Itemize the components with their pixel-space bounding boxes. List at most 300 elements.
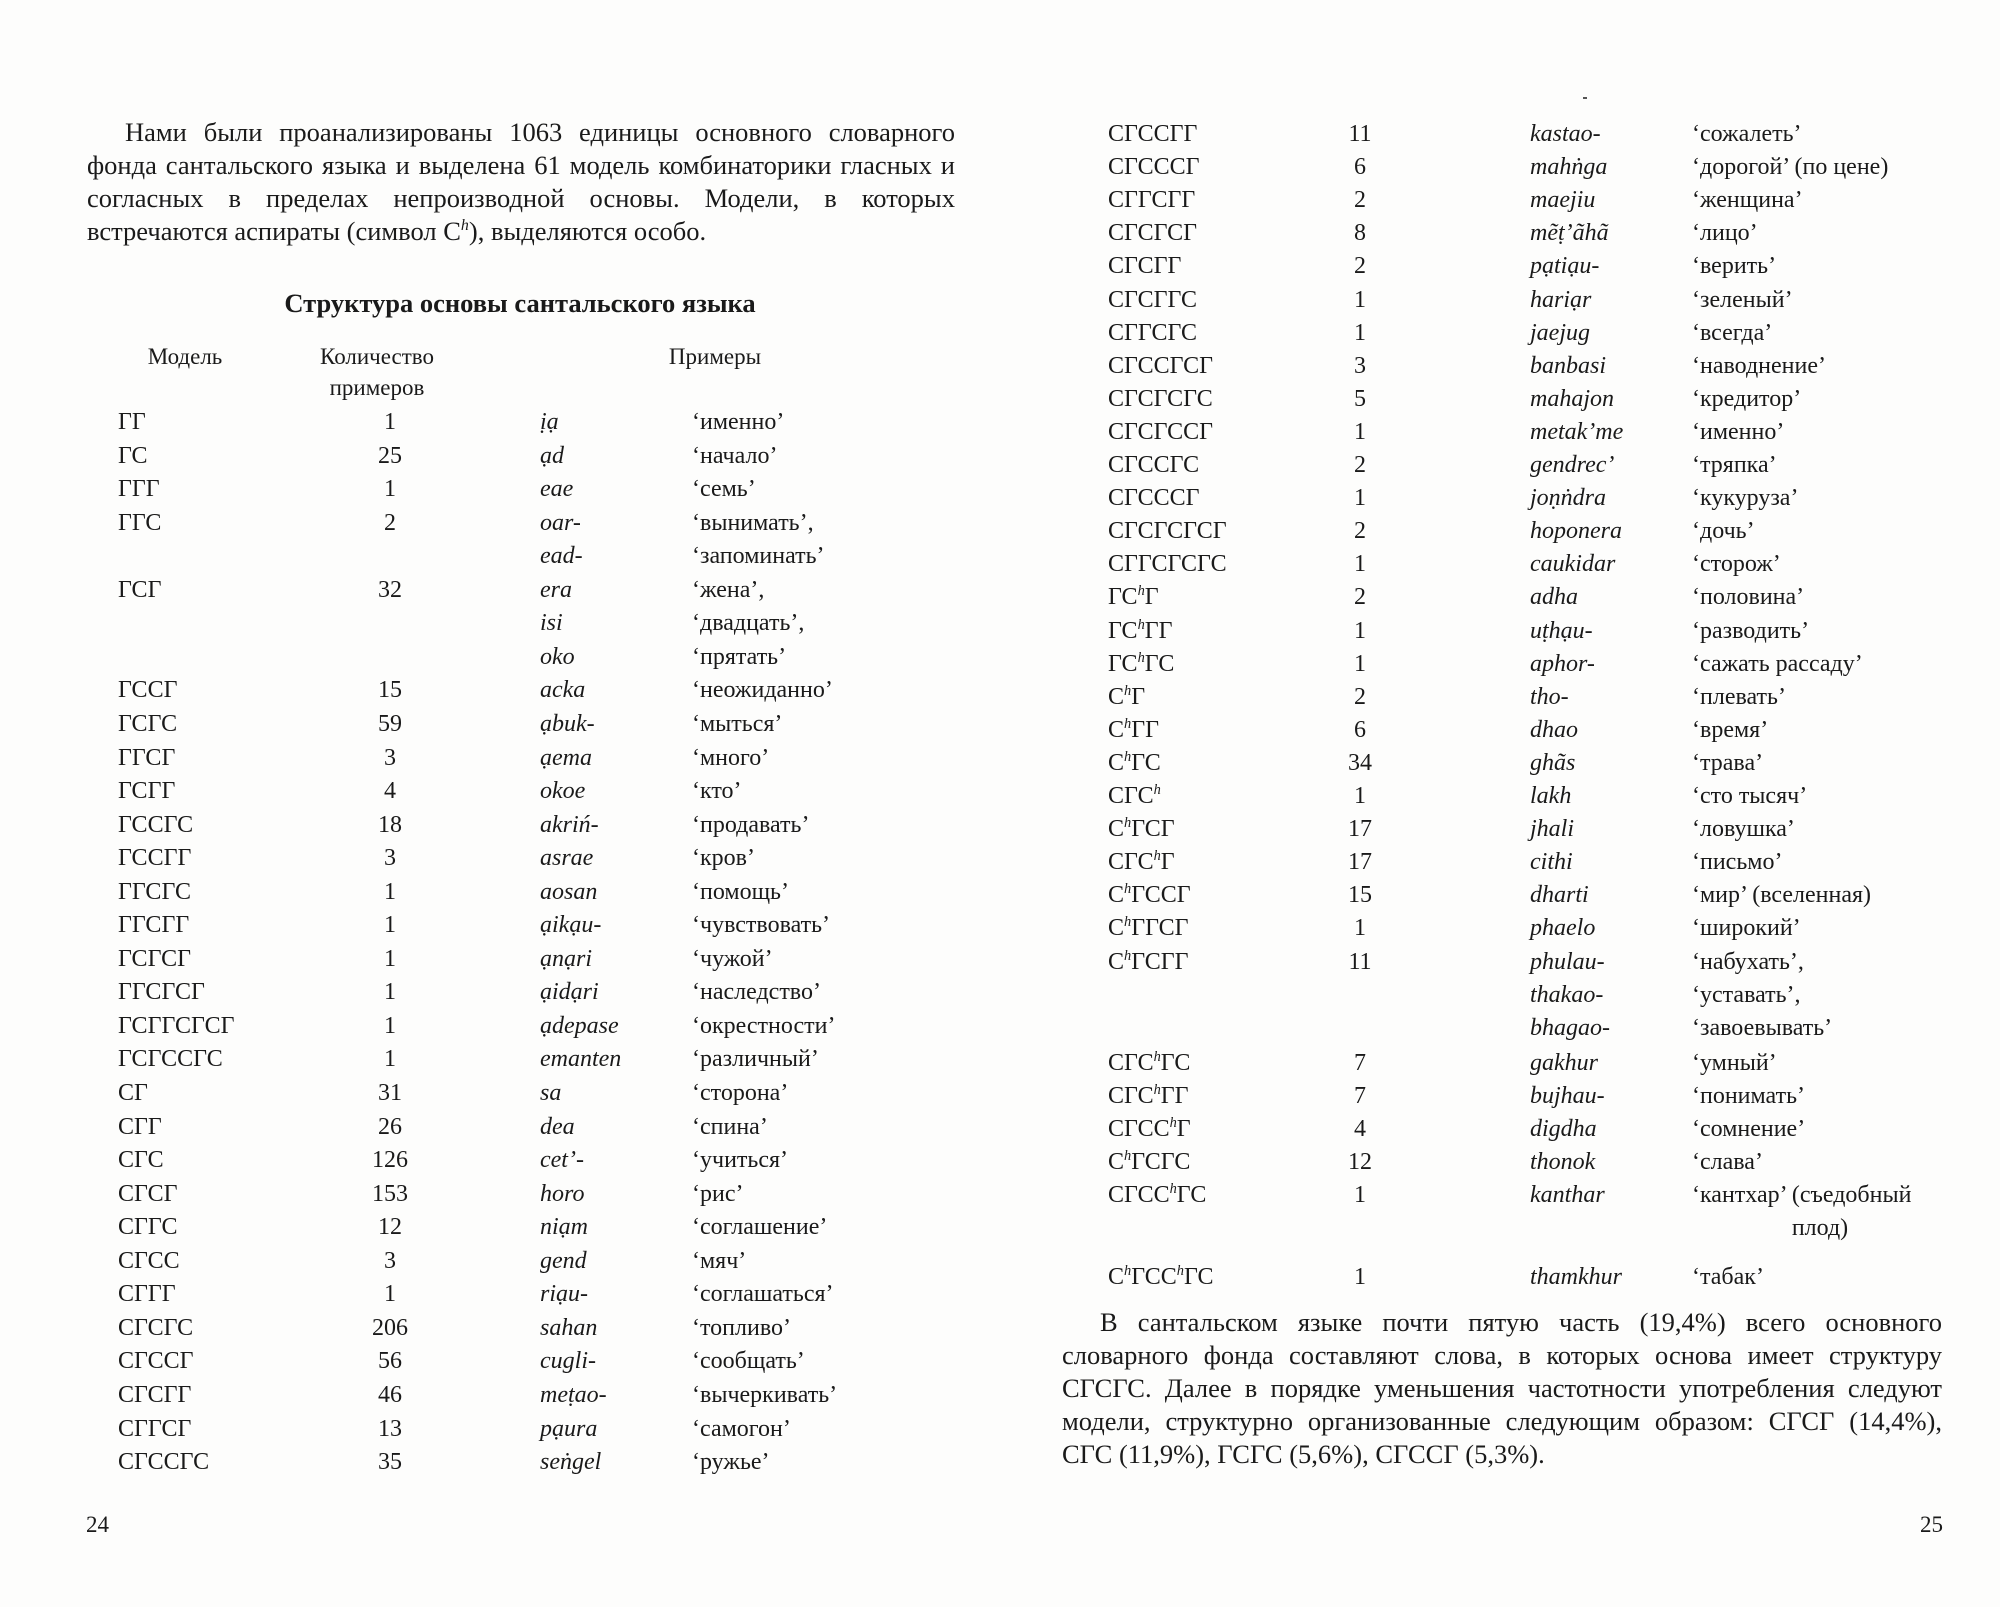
table-row (0, 1379, 1000, 1412)
example-cell: phulau- (1530, 948, 1605, 975)
count-cell: 8 (1354, 220, 1366, 247)
table-row (1000, 1012, 2000, 1045)
count-cell: 17 (1348, 816, 1372, 843)
table-row (1000, 548, 2000, 581)
model-cell (1108, 648, 1174, 681)
model-cell: ГСГСГ (118, 945, 192, 972)
example-cell: okoe (540, 778, 586, 805)
model-part: С (1108, 1149, 1125, 1176)
model-cell (1108, 1146, 1190, 1179)
table-row (0, 1178, 1000, 1211)
translation-cell: ‘чужой’ (692, 945, 773, 972)
translation-cell: ‘умный’ (1692, 1049, 1777, 1076)
print-speck (1583, 97, 1587, 99)
translation-cell: ‘много’ (692, 744, 770, 771)
example-cell: cithi (1530, 849, 1573, 876)
aspirate-mark: h (1169, 1115, 1177, 1131)
count-cell: 3 (384, 845, 396, 872)
model-part: СГГСГС (1108, 319, 1198, 346)
model-part: ГС (1144, 650, 1175, 677)
table-row (1000, 879, 2000, 912)
model-cell: СГСГГ (118, 1381, 192, 1408)
translation-cell: ‘прятать’ (692, 643, 787, 670)
count-cell: 2 (1354, 187, 1366, 214)
translation-cell: ‘наводнение’ (1692, 352, 1827, 379)
model-cell (1108, 217, 1197, 250)
table-row (1000, 1080, 2000, 1113)
count-cell: 1 (1354, 319, 1366, 346)
translation-cell: ‘всегда’ (1692, 319, 1773, 346)
translation-cell: ‘вынимать’, (692, 509, 814, 536)
count-cell: 1 (384, 1046, 396, 1073)
count-cell: 2 (1354, 584, 1366, 611)
aspirate-mark: h (1153, 782, 1161, 798)
model-cell (1108, 813, 1175, 846)
translation-cell: ‘тряпка’ (1692, 452, 1777, 478)
count-cell: 1 (384, 912, 396, 939)
translation-cell: ‘рис’ (692, 1180, 744, 1207)
count-cell: 2 (384, 509, 396, 536)
model-cell: СГГГ (118, 1281, 176, 1308)
model-part: ГС (1108, 650, 1138, 677)
model-cell (1108, 879, 1191, 912)
translation-cell: ‘семь’ (692, 476, 756, 503)
model-part: ГСС (1131, 1264, 1177, 1291)
model-part: Г (1144, 584, 1159, 611)
model-cell (1108, 780, 1161, 813)
model-part: СГСГГС (1108, 286, 1198, 313)
translation-cell: ‘лицо’ (1692, 220, 1758, 247)
translation-cell: ‘завоевывать’ (1692, 1014, 1833, 1041)
model-cell: ГСГССГС (118, 1046, 223, 1073)
table-row (0, 607, 1000, 640)
translation-cell: ‘наследство’ (692, 979, 821, 1006)
example-cell: ạdepase (540, 1012, 619, 1039)
example-cell: dea (540, 1113, 575, 1140)
model-cell: СГССГС (118, 1449, 210, 1476)
example-cell: oko (540, 643, 575, 670)
example-cell: seṅgel (540, 1449, 602, 1476)
model-part: ГС (1160, 1049, 1191, 1076)
table-row (1000, 780, 2000, 813)
count-cell: 2 (1354, 518, 1366, 545)
aspirate-mark: h (1124, 748, 1132, 765)
translation-cell: ‘время’ (1692, 716, 1769, 743)
example-cell: caukidar (1530, 551, 1616, 578)
translation-cell: ‘сажать рассаду’ (1692, 650, 1863, 677)
model-cell: ГССГГ (118, 845, 192, 872)
count-cell: 1 (384, 1281, 396, 1308)
model-part: СГССГС (1108, 452, 1200, 478)
aspirate-mark: h (1137, 583, 1145, 600)
translation-cell: ‘письмо’ (1692, 849, 1783, 876)
model-part: СГСССГ (1108, 485, 1200, 512)
aspirate-mark: h (1124, 947, 1132, 964)
model-cell (1108, 714, 1159, 747)
translation-cell: ‘самогон’ (692, 1415, 791, 1442)
model-cell (1108, 912, 1189, 945)
aspirate-mark: h (1137, 649, 1145, 666)
translation-cell: ‘уставать’, (1692, 981, 1801, 1008)
example-cell: ịạ (540, 409, 559, 435)
table-row (0, 909, 1000, 942)
count-cell: 1 (1354, 617, 1366, 644)
model-cell (1108, 151, 1199, 184)
translation-cell: ‘кантхар’ (съедобный (1692, 1182, 1912, 1209)
model-cell (1108, 548, 1227, 581)
example-cell: thamkhur (1530, 1264, 1622, 1291)
example-cell: hariạr (1530, 286, 1592, 313)
example-cell: mahajon (1530, 385, 1614, 412)
translation-cell: ‘именно’ (692, 409, 785, 435)
intro-end: ), выделяются особо. (468, 216, 707, 246)
table-row (1000, 350, 2000, 383)
count-cell: 2 (1354, 452, 1366, 478)
table-row (1000, 979, 2000, 1012)
model-part: СГС (1108, 783, 1154, 809)
example-cell: maejiu (1530, 187, 1596, 214)
aspirate-mark: h (1153, 848, 1161, 865)
count-cell: 17 (1348, 849, 1372, 876)
model-cell: ГССГ (118, 677, 178, 704)
translation-cell: ‘кто’ (692, 778, 742, 805)
translation-cell: ‘помощь’ (692, 878, 789, 905)
example-cell: niạm (540, 1214, 588, 1241)
model-part: ГГ (1160, 1082, 1189, 1109)
translation-cell: ‘женщина’ (1692, 187, 1803, 214)
example-cell: gendrec’ (1530, 452, 1615, 478)
example-cell: isi (540, 610, 563, 637)
model-cell (1108, 449, 1199, 482)
model-cell: ГГСГ (118, 744, 176, 771)
model-cell (1108, 946, 1189, 979)
intro-sup: h (460, 217, 469, 235)
example-cell: joṇṅdra (1530, 485, 1607, 512)
aspirate-mark: h (1137, 616, 1145, 633)
count-cell: 6 (1354, 154, 1366, 181)
example-cell: ead- (540, 543, 583, 570)
table-row (1000, 1212, 2000, 1245)
table-row (0, 876, 1000, 909)
model-cell (1108, 747, 1161, 780)
table-row (0, 406, 1000, 439)
count-cell: 12 (378, 1214, 402, 1241)
example-cell: asrae (540, 845, 594, 872)
example-cell: ạikạu- (540, 912, 602, 939)
table-row (1000, 747, 2000, 780)
model-part: СГС (1108, 849, 1154, 876)
example-cell: oar- (540, 509, 581, 536)
aspirate-mark: h (1169, 1181, 1177, 1198)
aspirate-mark: h (1124, 1263, 1132, 1280)
count-cell: 1 (1354, 650, 1366, 677)
model-part: СГСГСГ (1108, 220, 1198, 247)
example-cell: lakh (1530, 783, 1572, 809)
model-cell: ГСГГСГСГ (118, 1012, 235, 1039)
count-cell: 11 (1348, 121, 1372, 147)
count-cell: 3 (1354, 352, 1366, 379)
count-cell: 4 (384, 778, 396, 805)
translation-cell: ‘продавать’ (692, 811, 810, 838)
model-cell: ГСГС (118, 710, 178, 737)
model-cell (1108, 250, 1181, 283)
model-part: С (1108, 716, 1125, 743)
table-row (1000, 449, 2000, 482)
count-cell: 46 (378, 1381, 402, 1408)
translation-cell: ‘табак’ (1692, 1264, 1764, 1291)
table-row (0, 742, 1000, 775)
model-cell: СГСГ (118, 1180, 178, 1207)
table-row (0, 1010, 1000, 1043)
example-cell: banbasi (1530, 352, 1607, 379)
model-part: Г (1176, 1116, 1191, 1142)
model-part: С (1108, 915, 1125, 942)
model-cell (1108, 184, 1195, 217)
example-cell: ạbuk- (540, 710, 595, 737)
example-cell: era (540, 576, 572, 603)
model-part: ГСГС (1131, 1149, 1191, 1176)
count-cell: 3 (384, 1247, 396, 1274)
count-cell: 31 (378, 1080, 402, 1106)
count-cell: 1 (384, 1012, 396, 1039)
translation-cell: ‘мыться’ (692, 710, 783, 737)
table-row (1000, 714, 2000, 747)
model-cell (1108, 350, 1213, 383)
table-row (1000, 515, 2000, 548)
example-cell: adha (1530, 584, 1578, 611)
model-part: ГГ (1131, 716, 1159, 743)
count-cell: 15 (378, 677, 402, 704)
table-row (0, 1077, 1000, 1110)
model-part: С (1108, 816, 1125, 843)
translation-cell: ‘неожиданно’ (692, 677, 833, 704)
model-part: С (1108, 882, 1125, 909)
model-cell (1108, 416, 1213, 449)
example-cell: dhao (1530, 716, 1578, 743)
translation-cell: ‘соглашаться’ (692, 1281, 834, 1308)
count-cell: 1 (384, 945, 396, 972)
translation-cell: ‘сомнение’ (1692, 1116, 1806, 1142)
example-cell: akriń- (540, 811, 599, 838)
count-cell: 153 (372, 1180, 408, 1207)
example-cell: ạd (540, 442, 564, 469)
table-row (1000, 383, 2000, 416)
model-cell (1108, 284, 1197, 317)
translation-cell: ‘учиться’ (692, 1147, 789, 1174)
count-cell: 1 (1354, 418, 1366, 445)
table-row (0, 1111, 1000, 1144)
count-cell: 34 (1348, 749, 1372, 776)
model-part: Г (1131, 683, 1146, 710)
translation-cell: ‘понимать’ (1692, 1082, 1806, 1109)
column-header-count: Количество примеров (320, 344, 434, 400)
table-row (0, 809, 1000, 842)
model-part: ГСГ (1131, 816, 1175, 843)
example-cell: emanten (540, 1046, 622, 1073)
table-row (0, 674, 1000, 707)
example-cell: mẽṭ’ãhã (1530, 220, 1609, 247)
table-row (0, 1312, 1000, 1345)
translation-cell: ‘набухать’, (1692, 948, 1804, 975)
count-cell: 1 (384, 979, 396, 1006)
model-part: ГГ (1144, 617, 1173, 644)
intro-paragraph (87, 116, 955, 248)
translation-cell: ‘различный’ (692, 1046, 819, 1073)
translation-cell: ‘широкий’ (1692, 915, 1801, 942)
table-row (1000, 184, 2000, 217)
model-part: СГСГГ (1108, 253, 1182, 280)
translation-cell: плод) (1791, 1215, 1849, 1242)
model-part: С (1108, 948, 1125, 975)
translation-cell: ‘спина’ (692, 1113, 768, 1140)
model-part: СГСС (1108, 1182, 1170, 1209)
table-row (1000, 416, 2000, 449)
model-cell: СГГС (118, 1214, 178, 1241)
example-cell: uṭhạu- (1530, 617, 1593, 644)
table-row (1000, 151, 2000, 184)
table-row (1000, 1261, 2000, 1294)
translation-cell: ‘топливо’ (692, 1314, 791, 1341)
count-cell: 2 (1354, 683, 1366, 710)
model-part: ГС (1184, 1264, 1214, 1291)
count-cell: 1 (1354, 915, 1366, 942)
example-cell: cugli- (540, 1348, 596, 1375)
translation-cell: ‘мир’ (вселенная) (1692, 882, 1872, 909)
count-cell: 5 (1354, 385, 1366, 412)
example-cell: riạu- (540, 1281, 588, 1308)
table-row (1000, 648, 2000, 681)
model-part: СГССГСГ (1108, 352, 1214, 379)
example-cell: metak’me (1530, 418, 1624, 445)
example-cell: gend (540, 1247, 587, 1274)
model-part: СГГСГСГС (1108, 551, 1227, 578)
table-row (1000, 1146, 2000, 1179)
translation-cell: ‘слава’ (1692, 1149, 1763, 1176)
model-part: СГСГСГС (1108, 385, 1213, 412)
model-part: ГС (1108, 617, 1138, 644)
count-cell: 25 (378, 442, 402, 469)
count-cell: 3 (384, 744, 396, 771)
translation-cell: ‘плевать’ (1692, 683, 1786, 710)
translation-cell: ‘зеленый’ (1692, 286, 1793, 313)
table-row (1000, 482, 2000, 515)
intro-text: Нами были проанализированы 1063 единицы основного словарного фонда сантальского языка и выделена 61 модель комбинаторики гласных и согласных в пределах непроизводной основы. Модели, в которых встречаются аспираты (символ C (87, 117, 955, 246)
model-part: ГГСГ (1131, 915, 1189, 942)
model-cell (1108, 1179, 1206, 1212)
example-cell: phaelo (1530, 915, 1596, 942)
translation-cell: ‘жена’, (692, 576, 765, 603)
model-cell: ГГ (118, 409, 146, 435)
model-cell (1108, 515, 1227, 548)
model-cell (1108, 1261, 1214, 1294)
count-cell: 35 (378, 1449, 402, 1476)
count-cell: 13 (378, 1415, 402, 1442)
example-cell: ghãs (1530, 749, 1576, 776)
model-part: ГС (1176, 1182, 1207, 1209)
table-row (1000, 846, 2000, 879)
count-cell: 4 (1354, 1116, 1366, 1142)
example-cell: thakao- (1530, 981, 1604, 1008)
table-row (0, 1446, 1000, 1479)
table-row (1000, 615, 2000, 648)
translation-cell: ‘дорогой’ (по цене) (1692, 154, 1889, 181)
translation-cell: ‘кукуруза’ (1692, 485, 1799, 512)
table-row (0, 473, 1000, 506)
example-cell: ạidạri (540, 979, 599, 1006)
model-cell: ГГГ (118, 476, 160, 503)
table-row (1000, 317, 2000, 350)
aspirate-mark: h (1124, 1148, 1132, 1165)
count-cell: 1 (1354, 1264, 1366, 1291)
count-cell: 32 (378, 576, 402, 603)
translation-cell: ‘верить’ (1692, 253, 1777, 280)
example-cell: aphor- (1530, 650, 1595, 677)
example-cell: hoponera (1530, 518, 1622, 545)
count-cell: 18 (378, 811, 402, 838)
count-cell: 1 (1354, 485, 1366, 512)
example-cell: pạura (540, 1415, 598, 1442)
model-cell: ГССГС (118, 811, 194, 838)
model-cell (1108, 581, 1159, 614)
count-cell: 1 (1354, 551, 1366, 578)
model-cell (1108, 118, 1197, 151)
aspirate-mark: h (1153, 1048, 1161, 1065)
example-cell: thonok (1530, 1149, 1596, 1176)
example-cell: ạema (540, 744, 592, 771)
translation-cell: ‘половина’ (1692, 584, 1805, 611)
translation-cell: ‘чувствовать’ (692, 912, 831, 939)
table-row (0, 943, 1000, 976)
model-cell: ГГС (118, 509, 162, 536)
table-row (1000, 912, 2000, 945)
example-cell: kastao- (1530, 121, 1601, 147)
table-title: Структура основы сантальского языка (284, 288, 756, 318)
example-cell: sahan (540, 1314, 598, 1341)
model-cell: ГС (118, 442, 148, 469)
count-cell: 12 (1348, 1149, 1372, 1176)
model-part: СГСС (1108, 1116, 1170, 1142)
table-row (1000, 946, 2000, 979)
count-cell: 206 (372, 1314, 408, 1341)
example-cell: cet’- (540, 1147, 584, 1174)
aspirate-mark: h (1124, 682, 1132, 699)
aspirate-mark: h (1176, 1263, 1184, 1280)
table-row (0, 440, 1000, 473)
table-row (0, 1278, 1000, 1311)
example-cell: sa (540, 1080, 562, 1106)
model-cell: СГСС (118, 1247, 180, 1274)
translation-cell: ‘сообщать’ (692, 1348, 805, 1375)
aspirate-mark: h (1124, 715, 1132, 732)
example-cell: eae (540, 476, 574, 503)
model-part: СГС (1108, 1082, 1154, 1109)
model-cell (1108, 383, 1213, 416)
model-cell: ГГСГГ (118, 912, 190, 939)
count-cell: 59 (378, 710, 402, 737)
model-cell: СГС (118, 1147, 164, 1174)
model-part: ГСГГ (1131, 948, 1189, 975)
model-cell (1108, 1113, 1191, 1146)
model-part: СГСГСГСГ (1108, 518, 1227, 545)
count-cell: 1 (384, 878, 396, 905)
model-cell: ГГСГС (118, 878, 192, 905)
count-cell: 1 (1354, 1182, 1366, 1209)
example-cell: jaejug (1530, 319, 1590, 346)
column-header-examples: Примеры (668, 344, 762, 369)
aspirate-mark: h (1124, 881, 1132, 898)
example-cell: kanthar (1530, 1182, 1605, 1209)
table-row (1000, 284, 2000, 317)
